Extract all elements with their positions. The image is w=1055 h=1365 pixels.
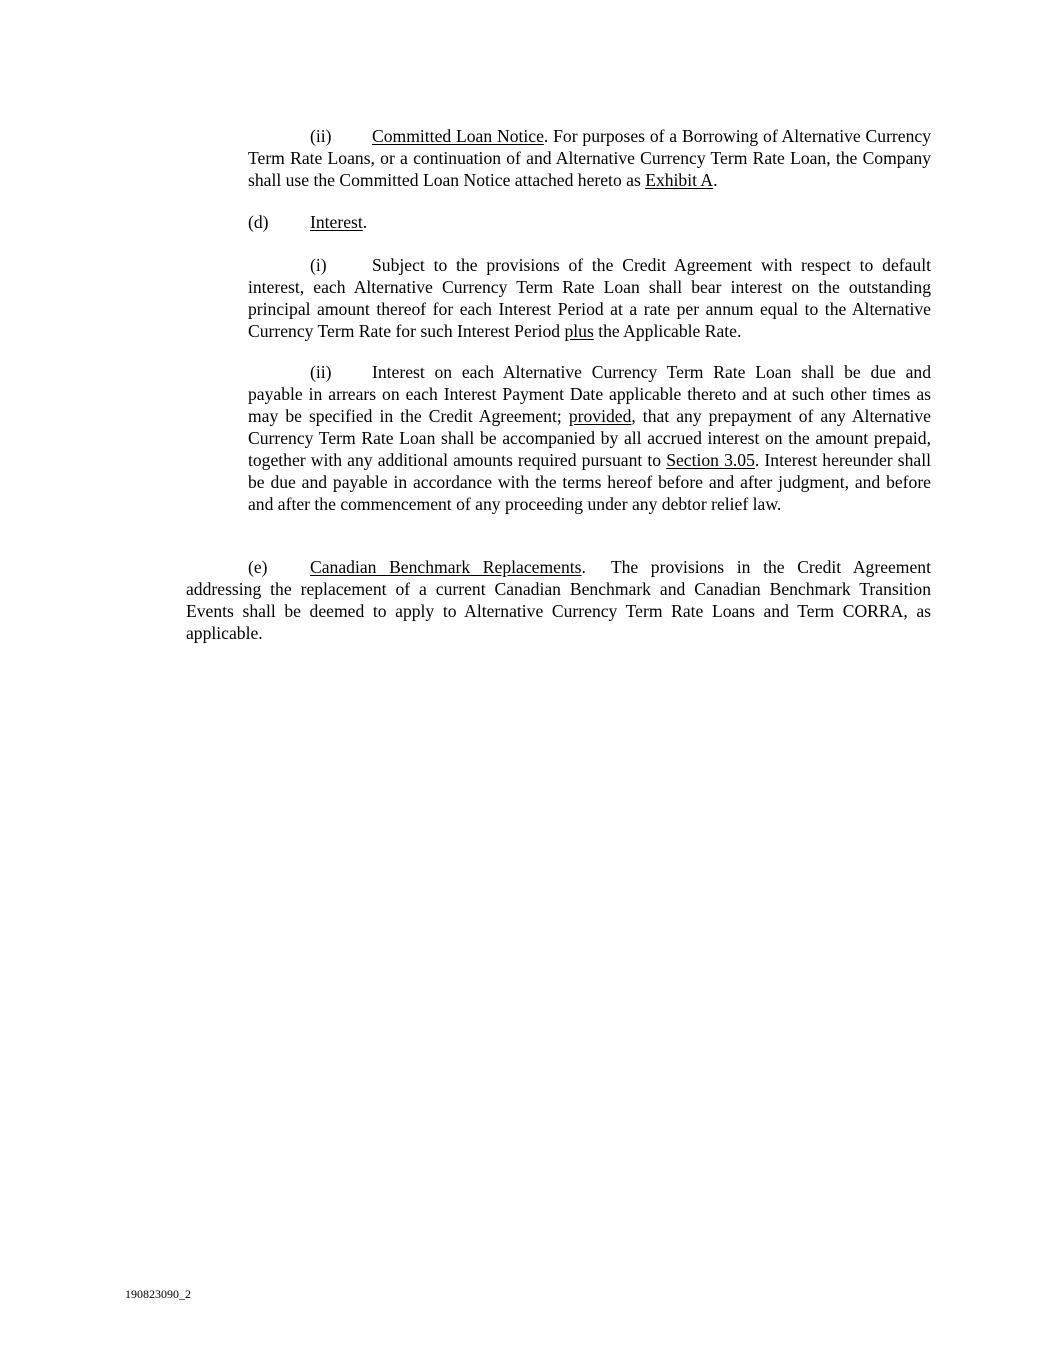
paragraph-interest-rate <box>248 254 931 342</box>
body-text: . <box>713 170 718 190</box>
heading-interest: Interest <box>310 212 363 232</box>
body-text: the Applicable Rate. <box>593 321 742 341</box>
document-id-footer: 190823090_2 <box>125 1287 191 1301</box>
section-marker: (e) <box>248 557 268 577</box>
paragraph-marker: (ii) <box>310 362 332 382</box>
body-text: . Interest hereunder shall be due and payable in accordance with the terms hereof before and after judgment, and before and after the commencement of any proceeding under any debtor relief law. <box>248 450 931 514</box>
body-text: Interest on each Alternative Currency Term Rate Loan shall be due and payable in arrears on each Interest Payment Date applicable thereto and at such other times as may be specified in the Credit Agreement; <box>248 362 931 426</box>
exhibit-a-reference: Exhibit A <box>645 170 714 190</box>
section-3-05-reference: Section 3.05 <box>666 450 755 470</box>
provided-emphasis: provided <box>568 406 632 426</box>
heading-committed-loan-notice: Committed Loan Notice <box>372 126 544 146</box>
paragraph-canadian-benchmark <box>186 556 936 644</box>
body-text: . The provisions in the Credit Agreement addressing the replacement of a current Canadian Benchmark and Canadian Benchmark Transition Events shall be deemed to apply to Alternative Currency Term Rate Loans and Term CORRA, as applicable. <box>186 557 936 643</box>
body-text: , that any prepayment of any Alternative Currency Term Rate Loan shall be accompanied by all accrued interest on the amount prepaid, together with any additional amounts required pursuant to <box>248 406 931 470</box>
paragraph-committed-loan-notice <box>248 125 931 191</box>
paragraph-marker: (ii) <box>310 126 332 146</box>
body-text: . For purposes of a Borrowing of Alternative Currency Term Rate Loans, or a continuation of and Alternative Currency Term Rate Loan, the Company shall use the Committed Loan Notice attached hereto as <box>248 126 932 190</box>
plus-emphasis: plus <box>564 321 594 341</box>
heading-canadian-benchmark-replacements: Canadian Benchmark Replacements <box>310 557 582 577</box>
section-heading-interest <box>248 211 931 233</box>
paragraph-interest-payment <box>248 361 931 515</box>
body-text: Subject to the provisions of the Credit Agreement with respect to default interest, each Alternative Currency Term Rate Loan shall bear interest on the outstanding principal amount thereof for each Interest Period at a rate per annum equal to the Alternative Currency Term Rate for such Interest Period <box>248 255 931 341</box>
body-text: . <box>362 212 368 232</box>
section-marker: (d) <box>248 212 269 232</box>
paragraph-marker: (i) <box>310 255 327 275</box>
